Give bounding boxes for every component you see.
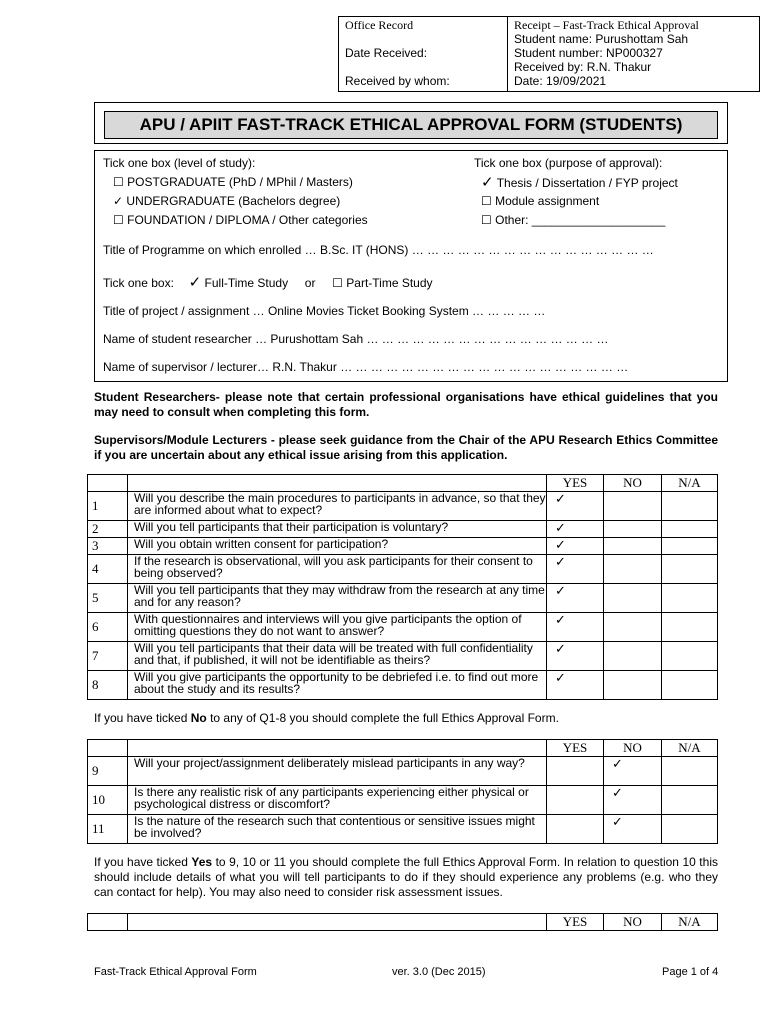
answer-na-cell[interactable]: [662, 521, 718, 538]
level-label: Tick one box (level of study):: [103, 156, 256, 170]
column-no: NO: [604, 740, 662, 757]
supervisors-note: Supervisors/Module Lecturers - please seek guidance from the Chair of the APU Research Ethics Committee if you are uncertain about any ethical issue arising from this application.: [94, 433, 718, 462]
answer-yes-cell[interactable]: [547, 786, 604, 815]
receipt-student-number: Student number: NP000327: [514, 46, 663, 60]
option-label: Module assignment: [495, 194, 600, 208]
column-na: N/A: [662, 475, 718, 492]
question-number: 4: [88, 555, 128, 584]
answer-na-cell[interactable]: [662, 584, 718, 613]
column-na: N/A: [662, 740, 718, 757]
question-text: Will you tell participants that their data will be treated with full confidentiality and that, if published, it will not be identifiable as theirs?: [128, 642, 547, 671]
note-text: If you have ticked: [94, 711, 191, 725]
column-no: NO: [604, 914, 662, 931]
table-row: [88, 671, 718, 700]
office-record-header: Office Record: [345, 18, 414, 32]
purpose-label: Tick one box (purpose of approval):: [474, 156, 663, 170]
note-text: to any of Q1-8 you should complete the full Ethics Approval Form.: [206, 711, 559, 725]
purpose-option-thesis[interactable]: [481, 173, 678, 191]
column-na: N/A: [662, 914, 718, 931]
table-row: [88, 521, 718, 538]
checkmark-icon[interactable]: ✓: [188, 274, 202, 291]
header-cell: [128, 475, 547, 492]
table-row: [88, 786, 718, 815]
student-researcher-line: Name of student researcher … Purushottam Sah … … … … … … … … … … … … … … … …: [103, 332, 609, 346]
answer-yes-cell[interactable]: ✓: [547, 492, 604, 521]
option-label: POSTGRADUATE (PhD / MPhil / Masters): [127, 175, 353, 189]
option-label: FOUNDATION / DIPLOMA / Other categories: [127, 213, 368, 227]
questions-table-3: [87, 913, 718, 931]
question-number: 2: [88, 521, 128, 538]
question-number: 9: [88, 757, 128, 786]
table-header-row: [88, 740, 718, 757]
answer-na-cell[interactable]: [662, 642, 718, 671]
answer-yes-cell[interactable]: [547, 815, 604, 844]
purpose-option-module[interactable]: [481, 194, 599, 208]
answer-na-cell[interactable]: [662, 555, 718, 584]
programme-line: Title of Programme on which enrolled … B.Sc. IT (HONS) … … … … … … … … … … … … … … … …: [103, 243, 654, 257]
answer-na-cell[interactable]: [662, 786, 718, 815]
question-text: Is there any realistic risk of any participants experiencing either physical or psychological distress or discomfort?: [128, 786, 547, 815]
option-label: UNDERGRADUATE (Bachelors degree): [126, 194, 341, 208]
answer-na-cell[interactable]: [662, 757, 718, 786]
question-number: 6: [88, 613, 128, 642]
question-text: Will you obtain written consent for participation?: [128, 538, 547, 555]
note-text: to 9, 10 or 11 you should complete the full Ethics Approval Form. In relation to question 10 this should include details of what you will tell participants to do if they should experience any problems (e.g. who they can contact for help). You may also need to consider risk assessment issues.: [94, 855, 718, 899]
table-row: [88, 757, 718, 786]
question-text: If the research is observational, will you ask participants for their consent to being observed?: [128, 555, 547, 584]
note-text: If you have ticked: [94, 855, 192, 869]
answer-yes-cell[interactable]: ✓: [547, 642, 604, 671]
table-row: [88, 613, 718, 642]
note-emphasis: Yes: [191, 855, 213, 869]
office-record-box: [338, 16, 760, 92]
part-time-label: Part-Time Study: [346, 276, 433, 290]
question-text: Will you give participants the opportunity to be debriefed i.e. to find out more about the study and its results?: [128, 671, 547, 700]
date-received-label: Date Received:: [345, 46, 428, 60]
question-number: 5: [88, 584, 128, 613]
checkmark-icon[interactable]: ✓: [113, 194, 124, 208]
option-label: Other: ____________________: [495, 213, 666, 227]
checkbox-empty-icon[interactable]: ☐: [113, 213, 124, 227]
answer-no-cell[interactable]: [604, 613, 662, 642]
table-row: [88, 492, 718, 521]
question-number: 11: [88, 815, 128, 844]
option-label: Thesis / Dissertation / FYP project: [496, 176, 678, 190]
checkbox-empty-icon[interactable]: ☐: [481, 194, 492, 208]
column-yes: YES: [547, 740, 604, 757]
student-researchers-note: Student Researchers- please note that certain professional organisations have ethical guidelines that you may need to consult when completing this form.: [94, 390, 718, 419]
form-title: APU / APIIT FAST-TRACK ETHICAL APPROVAL FORM (STUDENTS): [104, 111, 718, 139]
answer-no-cell[interactable]: [604, 584, 662, 613]
question-text: Will you tell participants that their participation is voluntary?: [128, 521, 547, 538]
supervisor-line: Name of supervisor / lecturer… R.N. Thakur … … … … … … … … … … … … … … … … … … …: [103, 360, 629, 374]
header-cell: [88, 914, 128, 931]
table-row: [88, 555, 718, 584]
checkbox-empty-icon[interactable]: ☐: [481, 213, 492, 227]
answer-yes-cell[interactable]: ✓: [547, 584, 604, 613]
header-cell: [88, 740, 128, 757]
header-cell: [88, 475, 128, 492]
level-option-postgraduate[interactable]: [113, 175, 353, 189]
answer-na-cell[interactable]: [662, 815, 718, 844]
answer-no-cell[interactable]: [604, 671, 662, 700]
answer-na-cell[interactable]: [662, 492, 718, 521]
receipt-student-name: Student name: Purushottam Sah: [514, 32, 689, 46]
answer-na-cell[interactable]: [662, 613, 718, 642]
table-header-row: [88, 914, 718, 931]
table-row: [88, 642, 718, 671]
note-emphasis: No: [190, 711, 207, 725]
answer-yes-cell[interactable]: ✓: [547, 538, 604, 555]
question-text: Will you tell participants that they may withdraw from the research at any time and for any reason?: [128, 584, 547, 613]
header-cell: [128, 914, 547, 931]
table-header-row: [88, 475, 718, 492]
table-row: [88, 815, 718, 844]
answer-yes-cell[interactable]: ✓: [547, 671, 604, 700]
table-row: [88, 538, 718, 555]
purpose-option-other[interactable]: [481, 213, 665, 227]
receipt-column: [508, 17, 759, 91]
answer-yes-cell[interactable]: ✓: [547, 613, 604, 642]
answer-no-cell[interactable]: ✓: [604, 815, 662, 844]
question-number: 10: [88, 786, 128, 815]
question-number: 1: [88, 492, 128, 521]
project-line: Title of project / assignment … Online Movies Ticket Booking System … … … … …: [103, 304, 546, 318]
study-mode-label: Tick one box:: [103, 276, 174, 290]
answer-no-cell[interactable]: [604, 642, 662, 671]
answer-no-cell[interactable]: [604, 521, 662, 538]
column-no: NO: [604, 475, 662, 492]
answer-yes-cell[interactable]: [547, 757, 604, 786]
question-text: With questionnaires and interviews will you give participants the option of omitting questions they do not want to answer?: [128, 613, 547, 642]
checkbox-empty-icon[interactable]: ☐: [332, 276, 343, 290]
receipt-received-by: Received by: R.N. Thakur: [514, 60, 652, 74]
column-yes: YES: [547, 475, 604, 492]
table-row: [88, 584, 718, 613]
question-number: 8: [88, 671, 128, 700]
checkmark-icon[interactable]: ✓: [481, 174, 494, 191]
footer-version: ver. 3.0 (Dec 2015): [392, 966, 486, 978]
question-number: 3: [88, 538, 128, 555]
answer-yes-cell[interactable]: ✓: [547, 555, 604, 584]
footer-form-name: Fast-Track Ethical Approval Form: [94, 966, 257, 978]
answer-no-cell[interactable]: [604, 538, 662, 555]
answer-na-cell[interactable]: [662, 538, 718, 555]
answer-no-cell[interactable]: ✓: [604, 757, 662, 786]
note-if-yes: [94, 855, 718, 900]
questions-table-1: [87, 474, 718, 700]
question-text: Will your project/assignment deliberately mislead participants in any way?: [128, 757, 547, 786]
answer-no-cell[interactable]: ✓: [604, 786, 662, 815]
answer-no-cell[interactable]: [604, 555, 662, 584]
or-label: or: [304, 276, 316, 290]
receipt-date: Date: 19/09/2021: [514, 74, 607, 88]
note-if-no: [94, 711, 718, 726]
study-mode-row: [103, 273, 433, 291]
footer-page-number: Page 1 of 4: [662, 966, 719, 978]
full-time-label: Full-Time Study: [204, 276, 289, 290]
question-text: Is the nature of the research such that contentious or sensitive issues might be involved?: [128, 815, 547, 844]
answer-na-cell[interactable]: [662, 671, 718, 700]
questions-table-2: [87, 739, 718, 844]
answer-yes-cell[interactable]: ✓: [547, 521, 604, 538]
question-number: 7: [88, 642, 128, 671]
header-cell: [128, 740, 547, 757]
column-yes: YES: [547, 914, 604, 931]
answer-no-cell[interactable]: [604, 492, 662, 521]
receipt-header: Receipt – Fast-Track Ethical Approval: [514, 18, 699, 32]
checkbox-empty-icon[interactable]: ☐: [113, 175, 124, 189]
level-option-foundation[interactable]: [113, 213, 368, 227]
level-option-undergraduate[interactable]: [113, 194, 340, 208]
office-record-column: [339, 17, 508, 91]
question-text: Will you describe the main procedures to participants in advance, so that they are informed about what to expect?: [128, 492, 547, 521]
received-by-whom-label: Received by whom:: [345, 74, 450, 88]
